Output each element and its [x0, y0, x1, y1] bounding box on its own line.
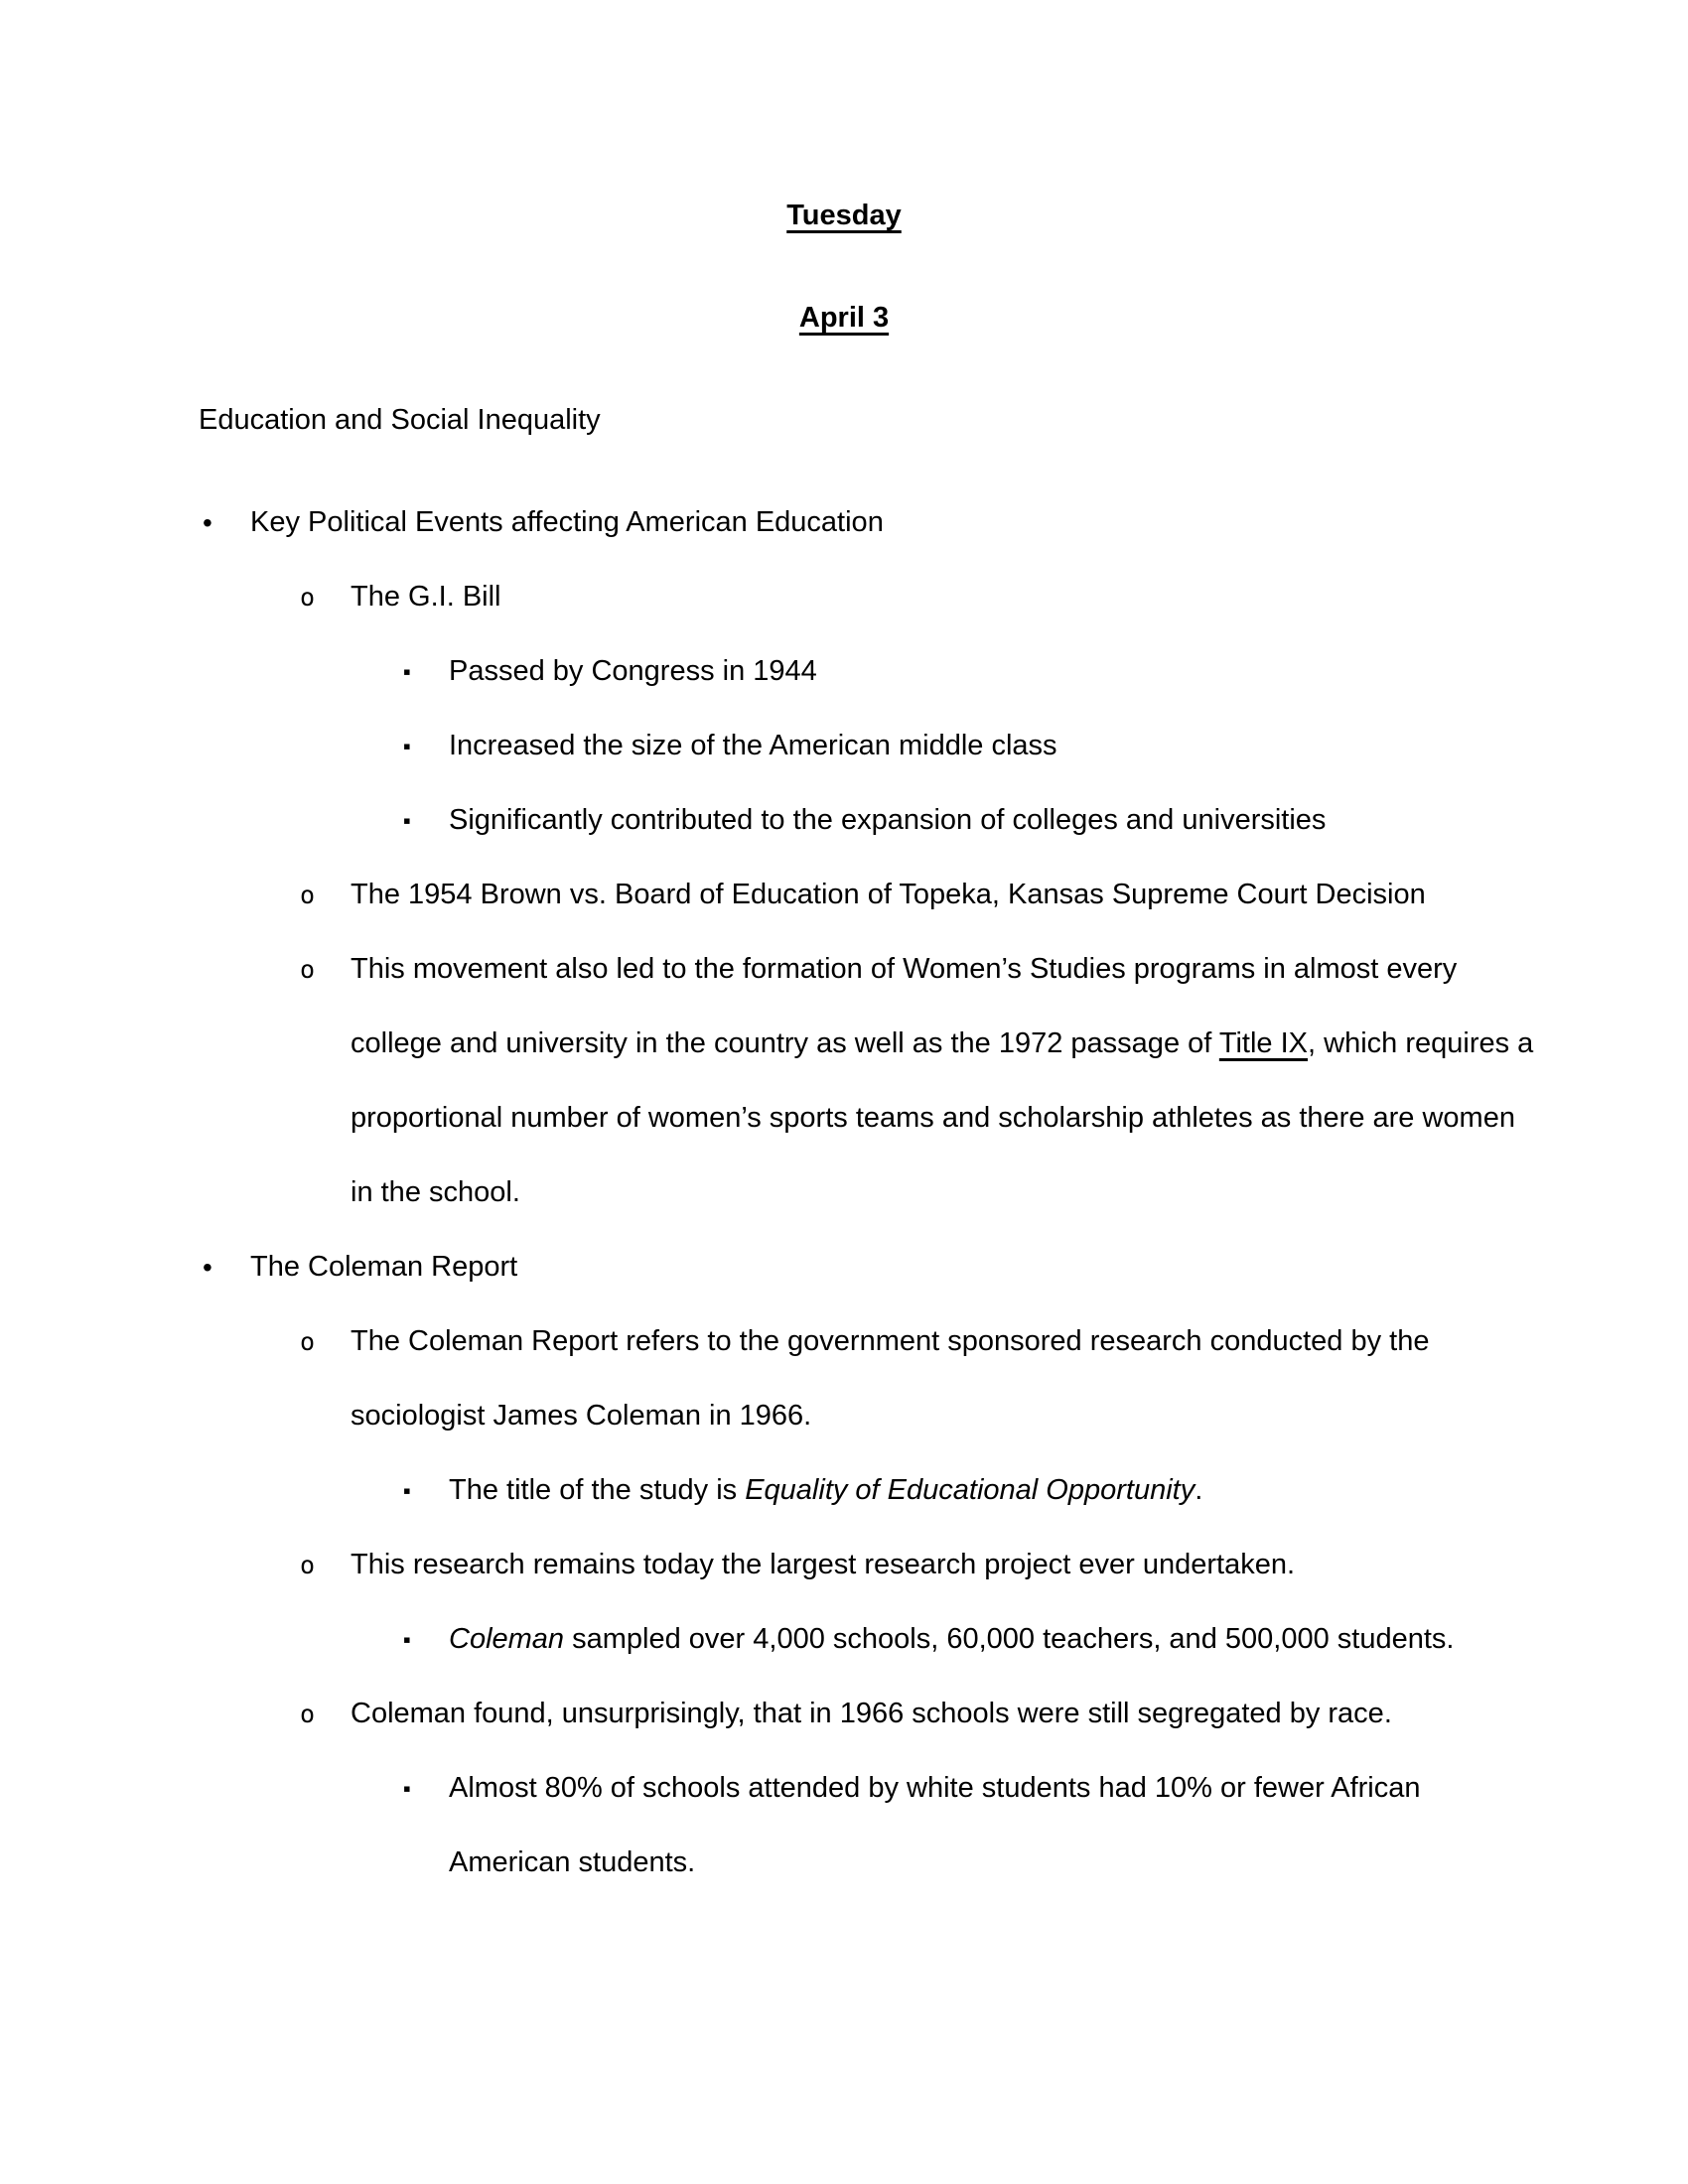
- bullet-key-political-events: [199, 485, 1489, 560]
- bullet-text: Almost 80% of schools attended by white students had 10% or fewer African: [449, 1772, 1421, 1804]
- square-bullet-icon: ▪: [403, 1478, 411, 1503]
- section-title: [199, 383, 1489, 458]
- bullet-research-remains: [199, 1528, 1489, 1602]
- bullet-coleman-report: [199, 1230, 1489, 1304]
- bullet-text: Increased the size of the American middle class: [449, 730, 1057, 761]
- bullet-text: college and university in the country as well as the 1972 passage of: [351, 1027, 1219, 1059]
- bullet-text: The title of the study is: [449, 1474, 746, 1506]
- coleman-italic-text: Coleman: [449, 1623, 565, 1655]
- bullet-text: The G.I. Bill: [351, 581, 501, 613]
- bullet-text: proportional number of women’s sports teams and scholarship athletes as there are women: [351, 1102, 1515, 1134]
- bullet-text: Significantly contributed to the expansion of colleges and universities: [449, 804, 1327, 836]
- bullet-coleman-sampled: [199, 1602, 1489, 1677]
- circle-bullet-icon: o: [300, 955, 316, 984]
- bullet-text: The Coleman Report refers to the government sponsored research conducted by the: [351, 1325, 1430, 1357]
- bullet-text: sociologist James Coleman in 1966.: [351, 1400, 812, 1432]
- square-bullet-icon: ▪: [403, 1776, 411, 1801]
- bullet-womens-studies-line4: [199, 1156, 1489, 1230]
- circle-bullet-icon: o: [300, 583, 316, 612]
- bullet-text: .: [1195, 1474, 1203, 1506]
- bullet-gi-passed-1944: [199, 634, 1489, 709]
- square-bullet-icon: ▪: [403, 1627, 411, 1652]
- circle-bullet-icon: o: [300, 1551, 316, 1579]
- disc-bullet-icon: •: [203, 507, 212, 538]
- study-title-italic-text: Equality of Educational Opportunity: [745, 1474, 1196, 1506]
- bullet-coleman-refers-line1: [199, 1304, 1489, 1379]
- bullet-womens-studies-line3: [199, 1081, 1515, 1156]
- heading-date-text: April 3: [798, 302, 890, 334]
- bullet-gi-middle-class: [199, 709, 1489, 783]
- square-bullet-icon: ▪: [403, 734, 411, 758]
- bullet-text: , which requires a: [1308, 1027, 1534, 1059]
- bullet-text: Passed by Congress in 1944: [449, 655, 817, 687]
- bullet-text: The Coleman Report: [250, 1251, 518, 1283]
- square-bullet-icon: ▪: [403, 659, 411, 684]
- bullet-womens-studies-line1: [199, 932, 1489, 1007]
- disc-bullet-icon: •: [203, 1252, 212, 1283]
- bullet-almost-80-line2: [199, 1826, 1489, 1900]
- bullet-coleman-found: [199, 1677, 1489, 1751]
- bullet-text: Coleman found, unsurprisingly, that in 1966 schools were still segregated by race.: [351, 1698, 1392, 1729]
- bullet-text: The 1954 Brown vs. Board of Education of Topeka, Kansas Supreme Court Decision: [351, 879, 1426, 910]
- circle-bullet-icon: o: [300, 1700, 316, 1728]
- title-ix-underlined-text: Title IX: [1218, 1027, 1309, 1059]
- heading-day-text: Tuesday: [786, 200, 902, 231]
- bullet-almost-80-line1: [199, 1751, 1489, 1826]
- square-bullet-icon: ▪: [403, 808, 411, 833]
- circle-bullet-icon: o: [300, 881, 316, 909]
- circle-bullet-icon: o: [300, 1327, 316, 1356]
- bullet-text: sampled over 4,000 schools, 60,000 teachers, and 500,000 students.: [564, 1623, 1455, 1655]
- bullet-text: in the school.: [351, 1176, 520, 1208]
- bullet-text: This movement also led to the formation of Women’s Studies programs in almost every: [351, 953, 1458, 985]
- bullet-text: This research remains today the largest research project ever undertaken.: [351, 1549, 1296, 1580]
- heading-day: [199, 179, 1489, 253]
- bullet-text: Key Political Events affecting American Education: [250, 506, 884, 538]
- bullet-study-title: [199, 1453, 1489, 1528]
- bullet-coleman-refers-line2: [199, 1379, 1489, 1453]
- section-title-text: Education and Social Inequality: [199, 404, 601, 436]
- heading-date: [199, 281, 1489, 355]
- bullet-brown-decision: [199, 858, 1489, 932]
- bullet-womens-studies-line2: [199, 1007, 1534, 1081]
- bullet-text: American students.: [449, 1846, 696, 1878]
- bullet-gi-bill: [199, 560, 1489, 634]
- bullet-gi-expansion-colleges: [199, 783, 1489, 858]
